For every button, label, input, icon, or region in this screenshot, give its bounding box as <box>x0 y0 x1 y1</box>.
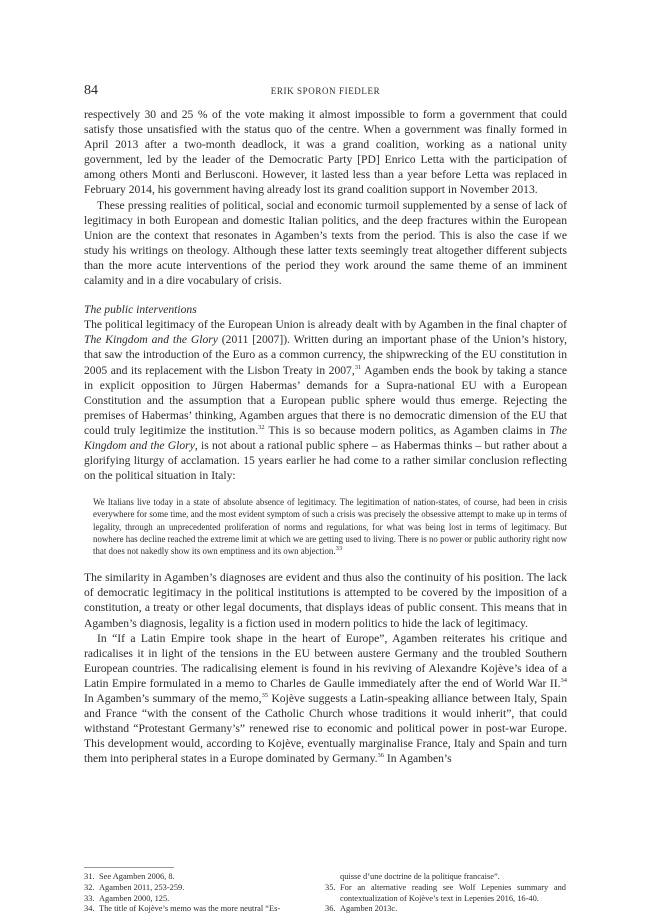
footnote-number <box>325 872 340 883</box>
main-text <box>84 107 567 766</box>
block-quote <box>93 496 567 557</box>
page-header <box>84 83 567 99</box>
footnote-ref-36[interactable]: 36 <box>377 752 385 760</box>
footnote-text: Agamben 2013c. <box>340 904 398 914</box>
paragraph-3-part-d: This is so because modern politics, as Agamben claims in <box>264 423 550 437</box>
footnote-ref-35[interactable]: 35 <box>261 692 269 700</box>
quote-body: We Italians live today in a state of absolute absence of legitimacy. The legitimation of nation-states, of course, had been in crisis everywhere for some time, and the most evident symptom of such a crisis was precisely the obsessive attempt to make up in terms of legality, through an unprecedented proliferation of norms and regulations, for what was being lost in terms of legitimacy. But nowhere has decline reached the extreme limit at which we are getting used to living. There is no power or public authority right now that does not nakedly show its own emptiness and its own abjection. <box>93 497 568 557</box>
paragraph-3 <box>84 317 567 483</box>
section-gap <box>84 288 567 302</box>
footnote-text: Agamben 2000, 125. <box>99 893 170 903</box>
paragraph-5-part-b: In Agamben’s summary of the memo, <box>84 692 262 706</box>
paragraph-3-part-b: (2011 [2007]). Written during an important phase of the Union’s history, that saw the introduction of the Euro as a common currency, the shipwrecking of the EU constitution in 2005 and its replacement with the Lisbon Treaty in 2007, <box>84 333 567 377</box>
paragraph-5-part-a: In “If a Latin Empire took shape in the heart of Europe”, Agamben reiterates his critique and radicalises it in light of the tensions in the EU between austere Germany and the troubled Southern European countries. The radicalising element is found in his reviving of Alexandre Kojève’s idea of a Latin Empire formulated in a memo to Charles de Gaulle immediately after the end of World War II. <box>84 631 567 690</box>
footnote-number: 35. <box>325 882 336 892</box>
footnote-divider <box>84 867 174 868</box>
footnote-number: 34. <box>84 904 95 914</box>
footnote-ref-31[interactable]: 31 <box>354 363 362 371</box>
footnote-35 <box>325 883 566 905</box>
footnote-text: For an alternative reading see Wolf Lepenies summary and contextualization of Kojève’s text in Lepenies 2016, 16-40. <box>340 882 566 903</box>
footnote-text: Agamben 2011, 253-259. <box>99 882 185 892</box>
paragraph-2: These pressing realities of political, social and economic turmoil supplemented by a sense of lack of legitimacy in both European and domestic Italian politics, and the deep fractures within the European Union are the context that resonates in Agamben’s texts from the period. This is also the case if we study his writings on theology. Although these latter texts seemingly treat altogether different subjects than the more acute interventions of the period they work around the same theme of an imminent calamity and in a dire vocabulary of crisis. <box>84 198 567 288</box>
footnote-ref-32[interactable]: 32 <box>258 424 265 432</box>
footnotes-left-column <box>84 872 325 915</box>
page-number: 84 <box>84 83 98 98</box>
quote-text <box>93 496 567 557</box>
footnote-34 <box>84 904 325 915</box>
book-title: The Kingdom and the Glory <box>84 333 218 347</box>
footnote-34-continued <box>325 872 566 883</box>
footnote-text: See Agamben 2006, 8. <box>99 872 175 881</box>
paragraph-3-part-e: , is not about a rational public sphere – as Habermas thinks – but rather about a glorifying liturgy of acclamation. 15 years earlier he had come to a rather similar conclusion reflecting on the political situation in Italy: <box>84 438 568 483</box>
paragraph-1: respectively 30 and 25 % of the vote making it almost impossible to form a government that could satisfy those unsatisfied with the status quo of the centre. When a government was finally formed in April 2013 after a two-month deadlock, it was a grand coalition, working as a national unity government, led by the leader of the Democratic Party [PD] Enrico Letta with the participation of among others Monti and Berlusconi. However, it lasted less than a year before Letta was replaced in February 2014, his government having already lost its grand coalition support in November 2013. <box>84 108 567 197</box>
book-title: The Kingdom and the Glory <box>84 423 567 452</box>
paragraph-5-part-d: In Agamben’s <box>384 752 452 766</box>
footnote-text: quisse d’une doctrine de la politique francaise”. <box>340 872 500 881</box>
footnote-number: 36. <box>325 904 336 914</box>
footnote-number: 33. <box>84 893 95 903</box>
footnote-ref-34[interactable]: 34 <box>560 677 567 685</box>
paragraph-4: The similarity in Agamben’s diagnoses are evident and thus also the continuity of his position. The lack of democratic legitimacy in the political institutions is attempted to be covered by the imposition of a constitution, a treaty or other legal documents, that displays ideas of public consent. This means that in Agamben’s diagnosis, legality is a fiction used in modern politics to hide the lack of legitimacy. <box>84 571 567 630</box>
footnotes <box>84 872 567 915</box>
footnote-number: 31. <box>84 872 95 881</box>
paragraph-5-part-c: Kojève suggests a Latin-speaking alliance between Italy, Spain and France “with the consent of the Catholic Church whose traditions it would inherit”, that could withstand “Protestant Germany’s” renewed rise to economic and political power in post-war Europe. This development would, according to Kojève, eventually marginalise France, Italy and Spain and turn them into peripheral states in a Europe dominated by Germany. <box>84 692 567 766</box>
footnote-32 <box>84 883 325 894</box>
footnote-ref-33[interactable]: 33 <box>335 545 343 553</box>
footnote-36 <box>325 904 566 915</box>
running-head: ERIK SPORON FIEDLER <box>270 86 381 96</box>
footnote-31 <box>84 872 325 883</box>
paragraph-5 <box>84 631 567 767</box>
footnote-text: The title of Kojève’s memo was the more neutral “Es- <box>99 904 281 914</box>
footnotes-right-column <box>325 872 566 915</box>
footnote-number: 32. <box>84 882 95 892</box>
section-heading: The public interventions <box>84 303 197 317</box>
footnote-33 <box>84 894 325 905</box>
paragraph-3-part-c: Agamben ends the book by taking a stance in explicit opposition to Jürgen Habermas’ demands for a Supra-national EU with a European Constitution and the assumption that a European public sphere would thus emerge. Rejecting the premises of Habermas’ thinking, Agamben argues that there is no democratic dimension of the EU that could truly legitimize the institution. <box>84 363 567 437</box>
paragraph-3-part-a: The political legitimacy of the European Union is already dealt with by Agamben in the final chapter of <box>84 318 567 332</box>
